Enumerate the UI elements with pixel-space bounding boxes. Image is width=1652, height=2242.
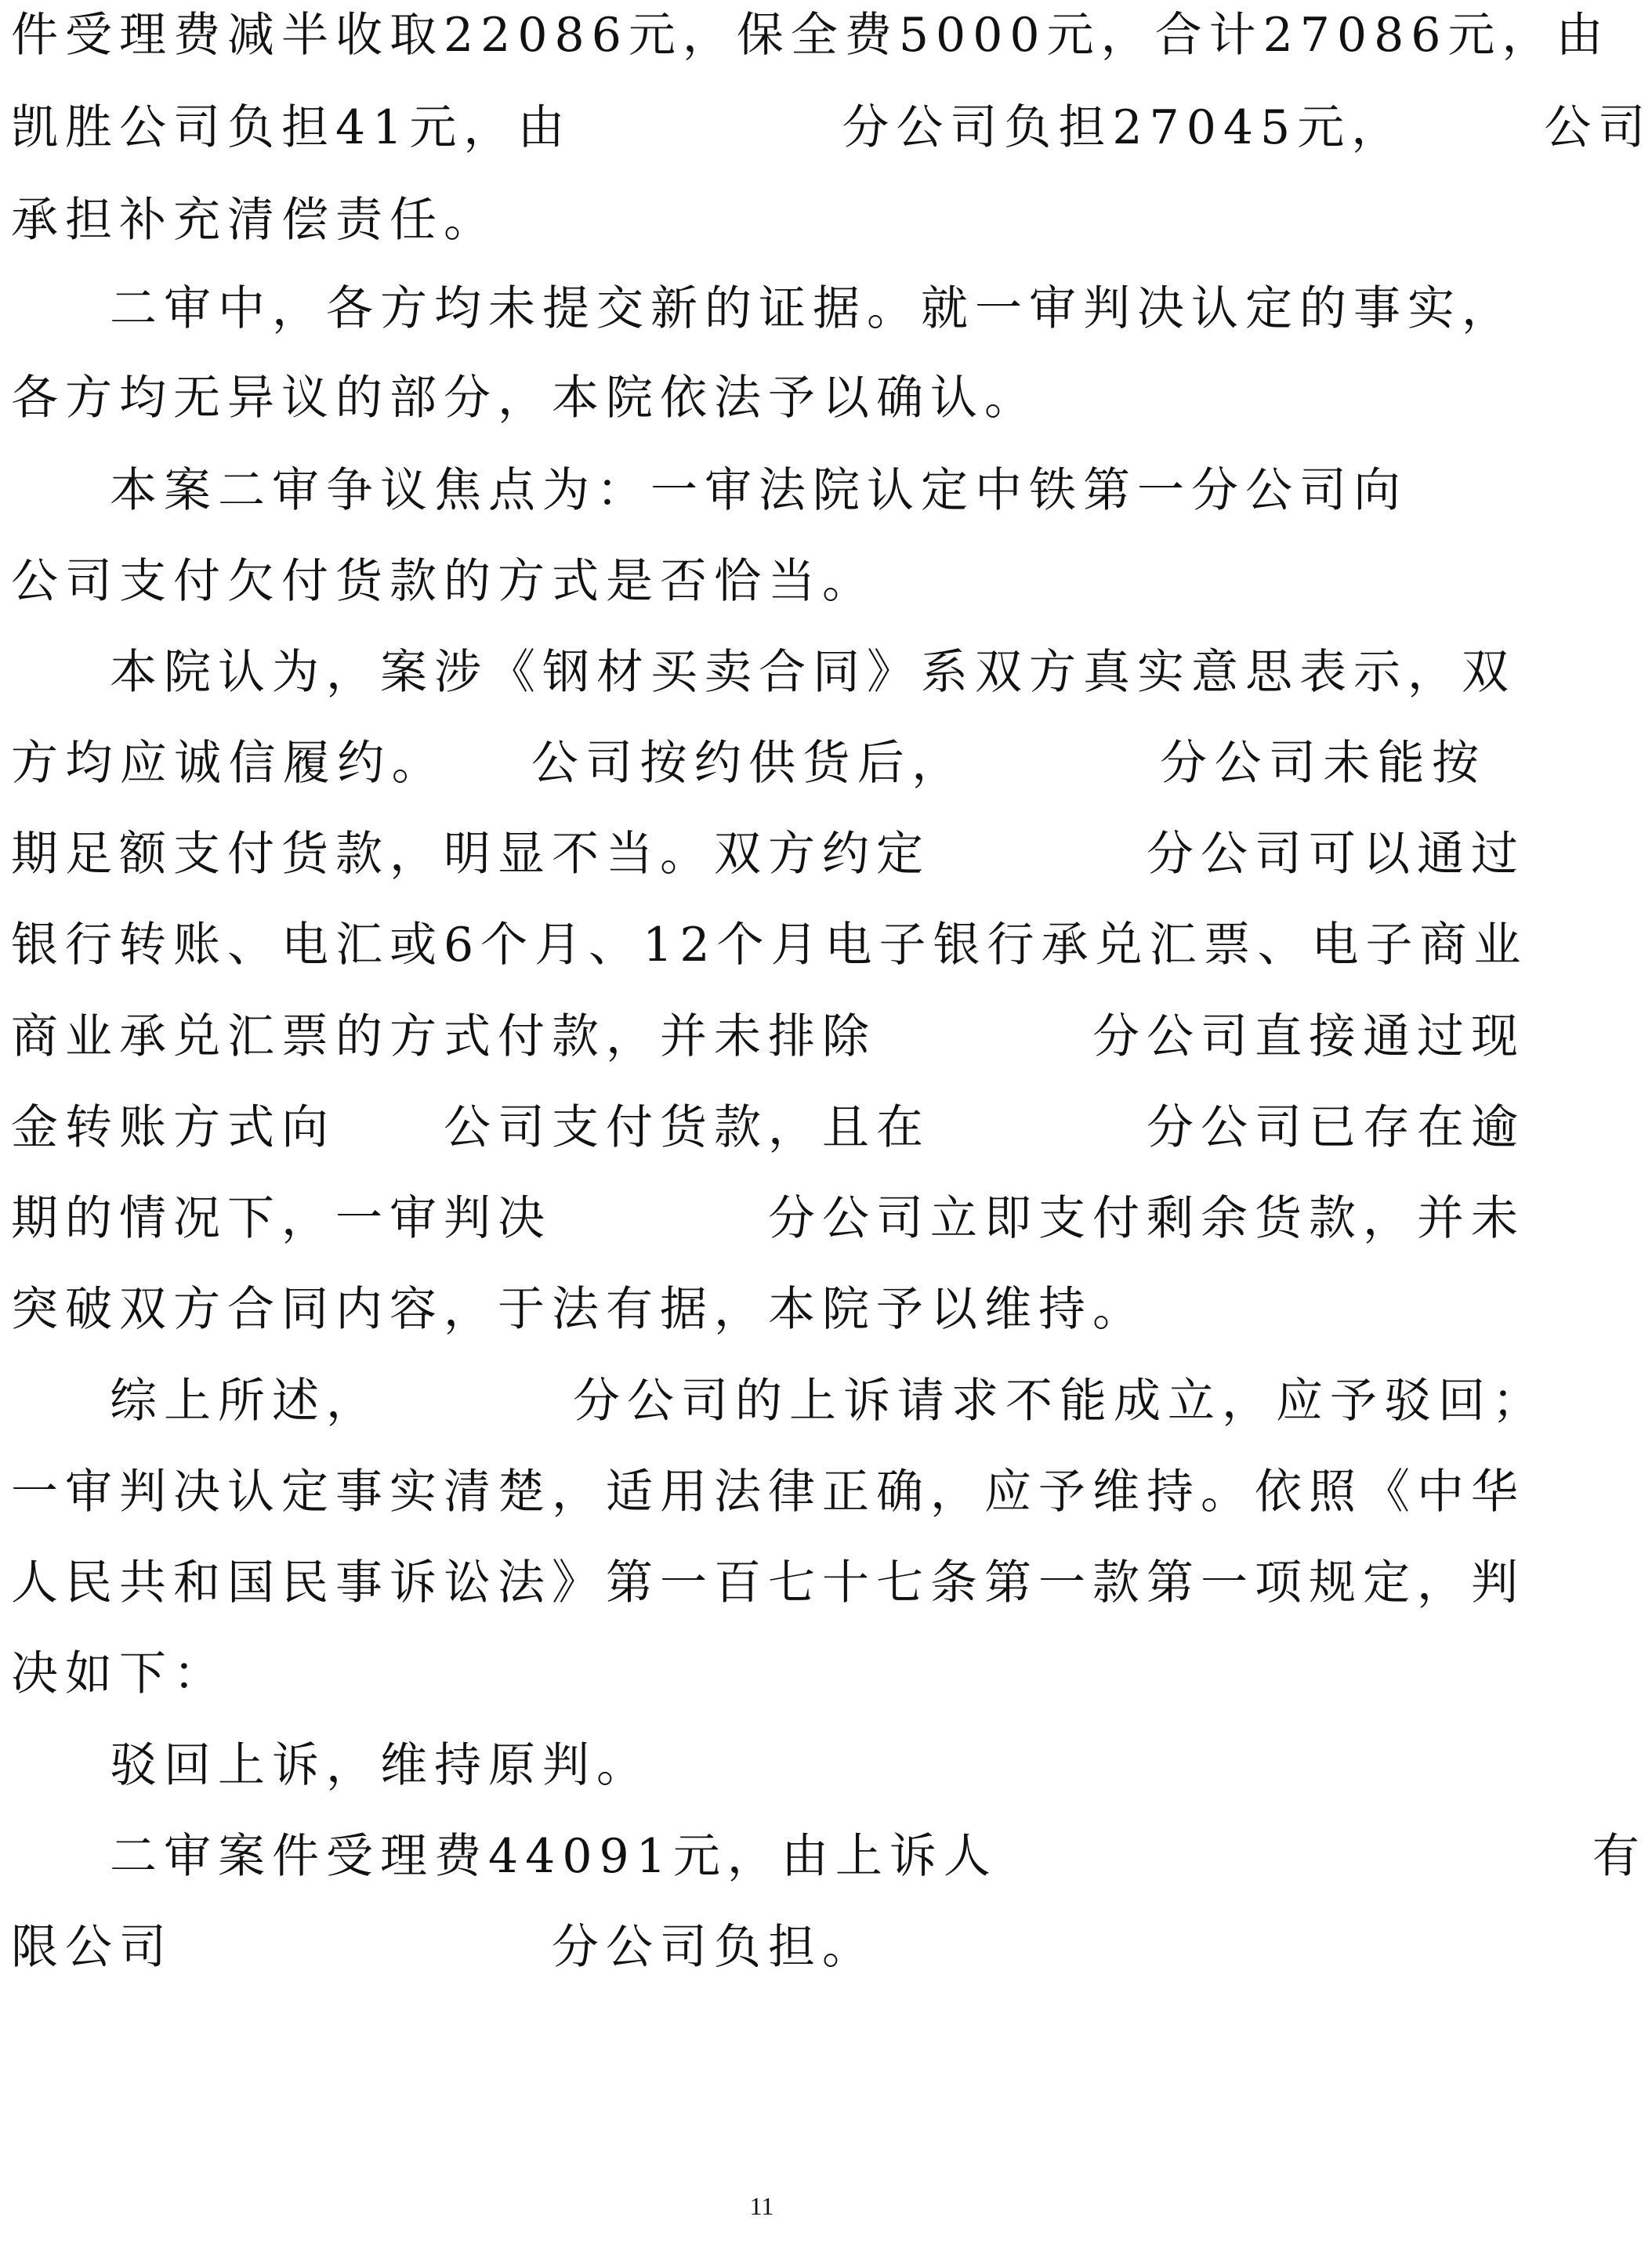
text-line: 银行转账、电汇或6个月、12个月电子银行承兑汇票、电子商业 xyxy=(11,918,1528,972)
text-line: 二审案件受理费44091元，由上诉人 有 xyxy=(110,1829,1647,1884)
text-line: 各方均无异议的部分，本院依法予以确认。 xyxy=(11,371,1038,426)
text-line: 驳回上诉，维持原判。 xyxy=(110,1738,650,1793)
text-line: 商业承兑汇票的方式付款，并未排除 分公司直接通过现 xyxy=(11,1009,1525,1064)
text-line: 金转账方式向 公司支付货款，且在 分公司已存在逾 xyxy=(11,1100,1525,1155)
text-line: 决如下： xyxy=(11,1646,227,1701)
text-line: 凯胜公司负担41元，由 分公司负担27045元， 公司 xyxy=(11,100,1652,155)
text-line: 突破双方合同内容，于法有据，本院予以维持。 xyxy=(11,1282,1147,1337)
text-line: 方均应诚信履约。 公司按约供货后， 分公司未能按 xyxy=(11,736,1486,791)
text-line: 公司支付欠付货款的方式是否恰当。 xyxy=(11,554,876,609)
text-line: 本院认为，案涉《钢材买卖合同》系双方真实意思表示，双 xyxy=(110,645,1516,700)
page-number: 11 xyxy=(749,2192,774,2220)
text-line: 人民共和国民事诉讼法》第一百七十七条第一款第一项规定，判 xyxy=(11,1556,1525,1610)
text-line: 承担补充清偿责任。 xyxy=(11,193,498,248)
text-line: 限公司 分公司负担。 xyxy=(11,1920,876,1975)
text-line: 一审判决认定事实清楚，适用法律正确，应予维持。依照《中华 xyxy=(11,1465,1525,1519)
text-line: 件受理费减半收取22086元，保全费5000元，合计27086元，由 xyxy=(11,8,1610,63)
text-line: 期的情况下，一审判决 分公司立即支付剩余货款，并未 xyxy=(11,1191,1525,1246)
text-line: 本案二审争议焦点为：一审法院认定中铁第一分公司向 xyxy=(110,463,1407,518)
text-line: 期足额支付货款，明显不当。双方约定 分公司可以通过 xyxy=(11,827,1525,882)
text-line: 二审中，各方均未提交新的证据。就一审判决认定的事实， xyxy=(110,281,1516,336)
text-line: 综上所述， 分公司的上诉请求不能成立，应予驳回； xyxy=(110,1374,1546,1429)
